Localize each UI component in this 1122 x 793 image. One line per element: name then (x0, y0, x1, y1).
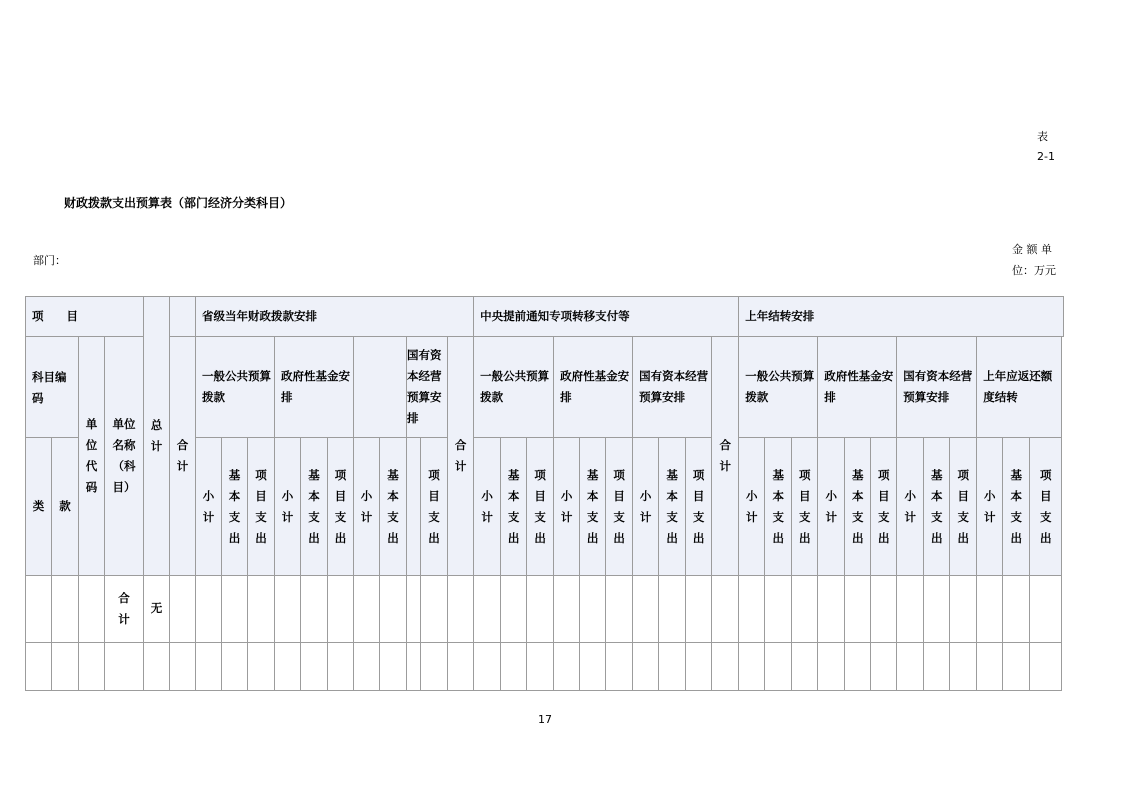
header-project: 项目支出 (334, 467, 347, 545)
table-number-label: 表 (1037, 130, 1048, 143)
header-carryover: 上年结转安排 (739, 297, 1064, 337)
header-subtotal: 小计 (825, 488, 837, 524)
header-section: 款 (52, 438, 79, 575)
header-item: 项 目 (26, 297, 144, 337)
header-carry-refund: 上年应返还额度结转 (977, 337, 1062, 438)
header-prov-statecapital: 国有资本经营预算安排 (407, 337, 448, 438)
page-number: 17 (538, 713, 552, 726)
header-central: 中央提前通知专项转移支付等 (474, 297, 739, 337)
header-basic: 基本支出 (1010, 467, 1022, 545)
header-basic: 基本支出 (851, 467, 864, 545)
header-basic: 基本支出 (666, 467, 678, 545)
header-subtotal: 小计 (639, 488, 652, 524)
header-grand-total: 总计 (144, 297, 170, 576)
header-subtotal: 小计 (360, 488, 373, 524)
header-basic: 基本支出 (308, 467, 320, 545)
header-subtotal: 小计 (745, 488, 758, 524)
header-basic: 基本支出 (930, 467, 943, 545)
table-number-value: 2-1 (1037, 150, 1055, 163)
header-subject-code: 科目编码 (26, 337, 79, 438)
table-row (26, 642, 1064, 690)
header-carry-general: 一般公共预算拨款 (739, 337, 818, 438)
header-provincial: 省级当年财政拨款安排 (196, 297, 474, 337)
header-class: 类 (26, 438, 52, 575)
header-subtotal: 小计 (983, 488, 996, 524)
header-project: 项目支出 (534, 467, 546, 545)
header-basic: 基本支出 (387, 467, 399, 545)
header-central-statecapital: 国有资本经营预算安排 (633, 337, 712, 438)
department-label: 部门： (33, 254, 66, 267)
header-central-govfund: 政府性基金安排 (554, 337, 633, 438)
header-basic: 基本支出 (586, 467, 599, 545)
header-carryover-total: 合计 (712, 337, 739, 576)
header-project: 项目支出 (692, 467, 705, 545)
header-carry-govfund: 政府性基金安排 (818, 337, 897, 438)
header-project: 项目支出 (957, 467, 969, 545)
header-basic: 基本支出 (507, 467, 520, 545)
header-project: 项目支出 (428, 467, 440, 545)
header-unit-name: 单位名称（科目） (105, 337, 144, 576)
header-project: 项目支出 (255, 467, 267, 545)
header-project: 项目支出 (613, 467, 625, 545)
header-carry-statecapital: 国有资本经营预算安排 (897, 337, 977, 438)
header-unit-code: 单位代码 (79, 337, 105, 576)
header-subtotal: 小计 (904, 488, 916, 524)
header-prov-govfund: 政府性基金安排 (275, 337, 354, 438)
table-row (26, 575, 1064, 642)
header-basic: 基本支出 (228, 467, 241, 545)
unit-label-line2: 位：万元 (1012, 264, 1056, 277)
header-provincial-total: 合计 (170, 337, 196, 576)
header-central-total: 合计 (448, 337, 474, 576)
header-subtotal: 小计 (202, 488, 215, 524)
unit-label-line1: 金 额 单 (1012, 243, 1052, 256)
header-central-general: 一般公共预算拨款 (474, 337, 554, 438)
header-prov-general: 一般公共预算拨款 (196, 337, 275, 438)
header-subtotal: 小计 (281, 488, 294, 524)
header-subtotal: 小计 (560, 488, 573, 524)
row-grand-total: 无 (144, 575, 170, 642)
header-project: 项目支出 (1039, 467, 1052, 545)
header-subtotal: 小计 (481, 488, 493, 524)
budget-table (25, 296, 1064, 691)
row-unit-name: 合计 (105, 575, 144, 642)
page-title: 财政拨款支出预算表（部门经济分类科目） (64, 196, 293, 210)
header-project: 项目支出 (877, 467, 890, 545)
header-project: 项目支出 (798, 467, 811, 545)
header-basic: 基本支出 (772, 467, 784, 545)
